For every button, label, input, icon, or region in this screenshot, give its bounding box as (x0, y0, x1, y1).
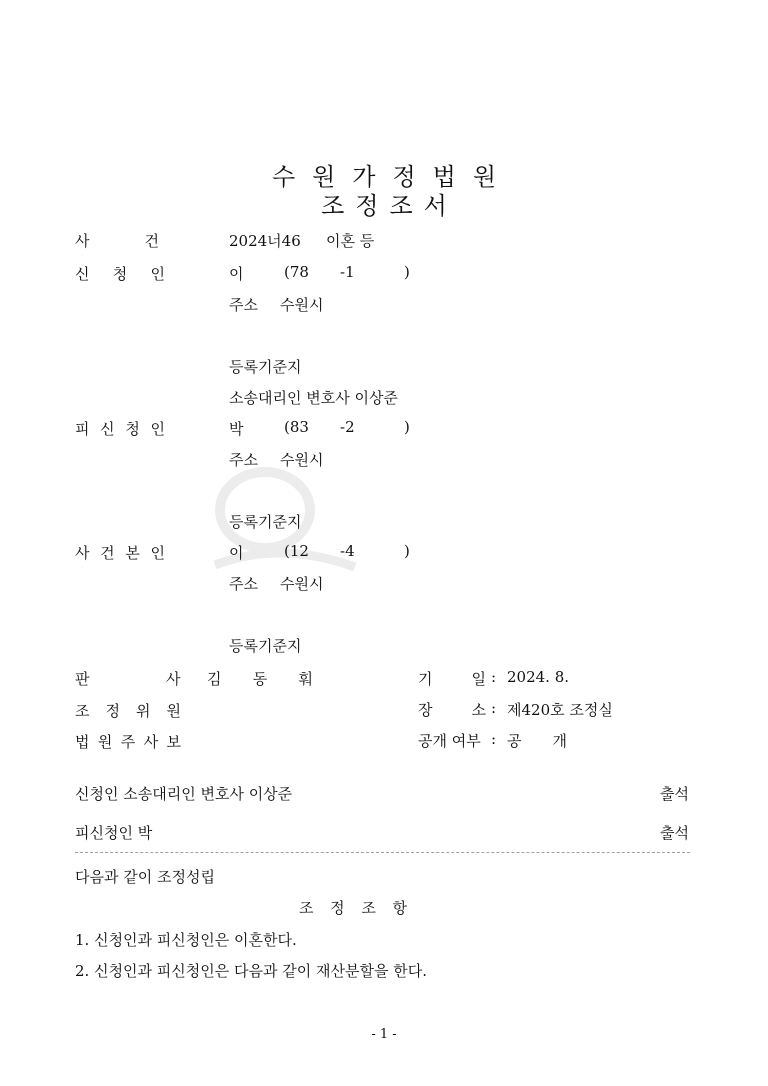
principal-id-close: ) (404, 542, 410, 560)
case-label: 사 건 (75, 232, 159, 250)
respondent-registry: 등록기준지 (229, 513, 302, 531)
applicant-label: 신 청 인 (75, 265, 165, 283)
judge-name: 김 동 훠 (207, 670, 313, 688)
clause-2: 2. 신청인과 피신청인은 다음과 같이 재산분할을 한다. (75, 962, 427, 980)
date-label: 기 일 (418, 670, 486, 688)
court-name: 수원가정법원 (271, 163, 514, 191)
respondent-name: 박 (229, 420, 244, 438)
applicant-id-mid: -1 (340, 263, 355, 281)
public-value: 공 개 (507, 732, 567, 750)
applicant-address: 수원시 (280, 296, 324, 314)
mediator-label: 조 정 위 원 (75, 702, 181, 720)
respondent-id-open: (83 (284, 418, 309, 436)
date-value: 2024. 8. (507, 668, 570, 686)
clause-1: 1. 신청인과 피신청인은 이혼한다. (75, 931, 297, 949)
judge-label-second: 사 (166, 670, 181, 688)
principal-address: 수원시 (280, 575, 324, 593)
section-divider (75, 852, 690, 853)
clauses-heading: 조 정 조 항 (299, 899, 407, 917)
applicant-name: 이 (229, 265, 244, 283)
applicant-registry: 등록기준지 (229, 358, 302, 376)
respondent-address-label: 주소 (229, 451, 258, 469)
public-label: 공개 여부 (418, 732, 481, 750)
principal-id-mid: -4 (340, 542, 355, 560)
place-colon: : (491, 699, 497, 717)
principal-id-open: (12 (284, 542, 309, 560)
respondent-address: 수원시 (280, 451, 324, 469)
case-number: 2024너46 (229, 232, 301, 250)
case-name: 이혼 등 (326, 232, 375, 250)
attendance-status-2: 출석 (660, 824, 689, 842)
place-value: 제420호 조정실 (507, 701, 613, 719)
applicant-address-label: 주소 (229, 296, 258, 314)
date-colon: : (491, 668, 497, 686)
attendance-party-2: 피신청인 박 (75, 824, 153, 842)
public-colon: : (491, 730, 497, 748)
principal-address-label: 주소 (229, 575, 258, 593)
judge-label-first: 판 (75, 670, 90, 688)
applicant-id-close: ) (404, 263, 410, 281)
document-title: 조정조서 (321, 192, 458, 220)
attendance-status-1: 출석 (660, 785, 689, 803)
principal-label: 사 건 본 인 (75, 544, 165, 562)
principal-registry: 등록기준지 (229, 637, 302, 655)
applicant-id-open: (78 (284, 263, 309, 281)
page-number: - 1 - (371, 1027, 397, 1042)
respondent-id-close: ) (404, 418, 410, 436)
respondent-id-mid: -2 (340, 418, 355, 436)
clerk-label: 법 원 주 사 보 (75, 733, 181, 751)
mediation-intro: 다음과 같이 조정성립 (75, 868, 215, 886)
attendance-party-1: 신청인 소송대리인 변호사 이상준 (75, 785, 293, 803)
respondent-label: 피 신 청 인 (75, 420, 165, 438)
principal-name: 이 (229, 544, 244, 562)
place-label: 장 소 (418, 701, 486, 719)
applicant-agent: 소송대리인 변호사 이상준 (229, 389, 398, 407)
